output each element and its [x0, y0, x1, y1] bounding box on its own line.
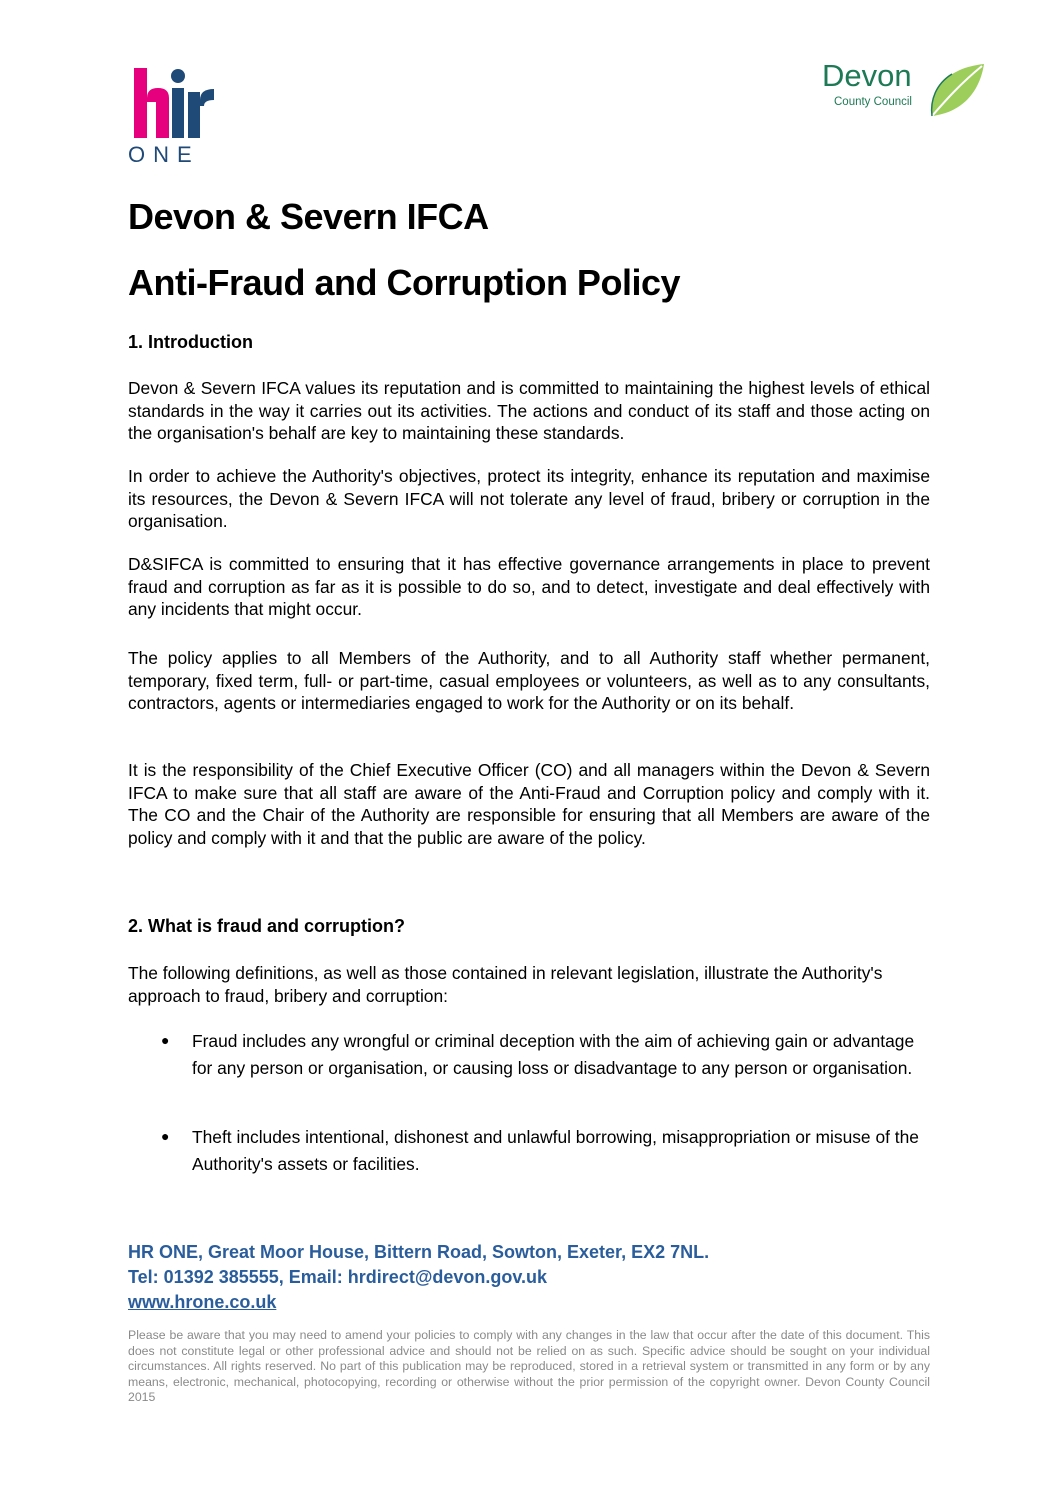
definition-list	[128, 1028, 930, 1081]
document-title-policy: Anti-Fraud and Corruption Policy	[128, 262, 680, 303]
county-council-wordmark: County Council	[834, 96, 912, 108]
hr-one-wordmark: ONE	[128, 142, 200, 167]
section-heading-introduction: 1. Introduction	[128, 332, 253, 352]
leaf-icon	[926, 60, 988, 120]
section-heading-fraud-definition: 2. What is fraud and corruption?	[128, 916, 406, 936]
footer-contact: Tel: 01392 385555, Email: hrdirect@devon.gov.uk	[128, 1267, 548, 1287]
definition-list	[128, 1124, 930, 1177]
bullet-icon: ●	[161, 1032, 170, 1048]
footer-address: HR ONE, Great Moor House, Bittern Road, Sowton, Exeter, EX2 7NL.	[128, 1242, 710, 1262]
devon-wordmark: Devon	[822, 58, 912, 93]
paragraph: In order to achieve the Authority's objectives, protect its integrity, enhance its reputation and maximise its resources, the Devon & Severn IFCA will not tolerate any level of fraud, bribery or corruption in the organisation.	[128, 466, 930, 531]
bullet-icon: ●	[161, 1128, 170, 1144]
paragraph: The following definitions, as well as those contained in relevant legislation, illustrate the Authority's approach to fraud, bribery and corruption:	[128, 963, 883, 1006]
footer-website-link[interactable]: www.hrone.co.uk	[128, 1292, 277, 1312]
list-item-text: Fraud includes any wrongful or criminal deception with the aim of achieving gain or advantage for any person or organisation, or causing loss or disadvantage to any person or organisation.	[192, 1031, 915, 1078]
paragraph: The policy applies to all Members of the Authority, and to all Authority staff whether permanent, temporary, fixed term, full- or part-time, casual employees or volunteers, as well as to any consultants, contractors, agents or intermediaries engaged to work for the Authority or on its behalf.	[128, 648, 930, 713]
list-item	[128, 1124, 930, 1177]
legal-disclaimer: Please be aware that you may need to amend your policies to comply with any changes in the law that occur after the date of this document. This does not constitute legal or other professional advice and should not be relied on as such. Specific advice should be sought on your individual circumstances. All rights reserved. No part of this publication may be reproduced, stored in a retrieval system or transmitted in any form or by any means, electronic, mechanical, photocopying, recording or otherwise without the prior permission of the copyright owner. Devon County Council 2015	[128, 1328, 930, 1404]
devon-county-council-logo	[822, 58, 990, 122]
document-title-org: Devon & Severn IFCA	[128, 196, 489, 237]
paragraph: It is the responsibility of the Chief Executive Officer (CO) and all managers within the Devon & Severn IFCA to make sure that all staff are aware of the Anti-Fraud and Corruption policy and comply with it. The CO and the Chair of the Authority are responsible for ensuring that all Members are aware of the policy and comply with it and that the public are aware of the policy.	[128, 760, 930, 848]
paragraph: D&SIFCA is committed to ensuring that it has effective governance arrangements in place to prevent fraud and corruption as far as it is possible to do so, and to detect, investigate and deal effectively with any incidents that might occur.	[128, 554, 930, 619]
hr-one-logo	[128, 62, 218, 170]
list-item	[128, 1028, 930, 1081]
hr-logo-mark	[128, 62, 218, 142]
paragraph: Devon & Severn IFCA values its reputation and is committed to maintaining the highest levels of ethical standards in the way it carries out its activities. The actions and conduct of its staff and those acting on the organisation's behalf are key to maintaining these standards.	[128, 378, 930, 443]
list-item-text: Theft includes intentional, dishonest and unlawful borrowing, misappropriation or misuse of the Authority's assets or facilities.	[192, 1127, 919, 1174]
